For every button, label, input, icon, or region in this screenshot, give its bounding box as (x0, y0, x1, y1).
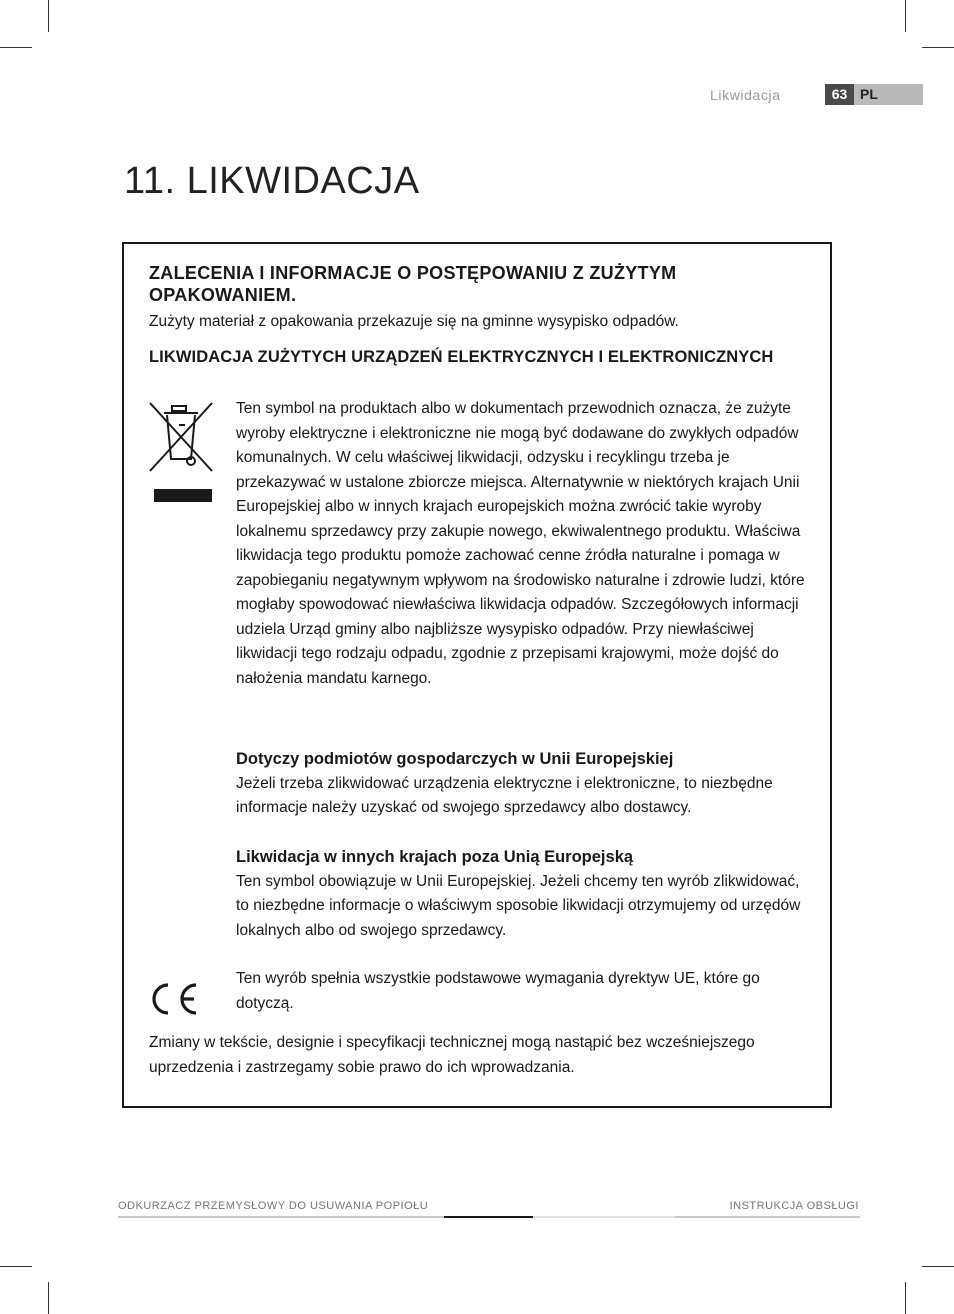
crop-mark (922, 47, 954, 48)
page-badge (825, 84, 923, 105)
weee-text: Ten symbol na produktach albo w dokumentach przewodnich oznacza, że zużyte wyroby elektryczne i elektroniczne nie mogą być dodawane do zwykłych odpadów komunalnych. W celu właściwej likwidacji, odzysku i recyklingu trzeba je przekazywać w ustalone zbiorcze miejsca. Alternatywnie w niektórych krajach Unii Europejskiej albo w innych krajach europejskich można zwrócić takie wyroby lokalnemu sprzedawcy przy zakupie nowego, ekwiwalentnego produktu. Właściwa likwidacja tego produktu pomoże zachować cenne źródła naturalne i pomaga w zapobieganiu negatywnym wpływom na środowisko naturalne i zdrowie ludzi, które mogłaby spowodować niewłaściwa likwidacja odpadów. Szczegółowych informacji udziela Urząd gminy albo najbliższe wysypisko odpadów. Przy niewłaściwej likwidacji tego rodzaju odpadu, zgodnie z przepisami krajowymi, może dojść do nałożenia mandatu karnego. (236, 400, 805, 687)
crop-mark (922, 1266, 954, 1267)
footer-doc-type: INSTRUKCJA OBSŁUGI (729, 1200, 859, 1212)
weee-heading: LIKWIDACJA ZUŻYTYCH URZĄDZEŃ ELEKTRYCZNYCH I ELEKTRONICZNYCH (149, 348, 774, 366)
ce-text: Ten wyrób spełnia wszystkie podstawowe wymagania dyrektyw UE, które go dotyczą. (236, 970, 760, 1012)
footer-rule-mid (675, 1216, 860, 1218)
business-heading: Dotyczy podmiotów gospodarczych w Unii Europejskiej (236, 750, 674, 768)
outside-eu-text: Ten symbol obowiązuje w Unii Europejskiej. Jeżeli chcemy ten wyrób zlikwidować, to niezbędne informacje o właściwym sposobie likwidacji otrzymujemy od urzędów lokalnych albo od swojego sprzedawcy. (236, 872, 801, 939)
crop-mark (905, 0, 906, 32)
weee-date-bar (154, 489, 212, 502)
footer-product-name: ODKURZACZ PRZEMYSŁOWY DO USUWANIA POPIOŁU (118, 1200, 429, 1212)
language-code: PL (854, 84, 923, 105)
crop-mark (48, 1282, 49, 1314)
crop-mark (0, 47, 32, 48)
page-title: 11. LIKWIDACJA (124, 160, 420, 202)
business-text: Jeżeli trzeba zlikwidować urządzenia elektryczne i elektroniczne, to niezbędne informacje należy uzyskać od swojego sprzedawcy albo dostawcy. (236, 774, 773, 816)
footer-rule-light (118, 1216, 444, 1218)
disposal-info-box (122, 242, 832, 1108)
crop-mark (48, 0, 49, 32)
packaging-heading: ZALECENIA I INFORMACJE O POSTĘPOWANIU Z ZUŻYTYM OPAKOWANIEM. (149, 263, 677, 305)
outside-eu-heading: Likwidacja w innych krajach poza Unią Europejską (236, 848, 634, 866)
disclaimer-text: Zmiany w tekście, designie i specyfikacji technicznej mogą nastąpić bez wcześniejszego uprzedzenia i zastrzegamy sobie prawo do ich wprowadzania. (149, 1034, 755, 1076)
crossed-out-wheelie-bin-icon (148, 401, 214, 473)
footer-rule-dark (444, 1216, 533, 1218)
packaging-text: Zużyty materiał z opakowania przekazuje się na gminne wysypisko odpadów. (149, 313, 679, 330)
outside-eu-section (236, 845, 811, 943)
footer-rule-light (533, 1216, 675, 1218)
business-section (236, 747, 811, 821)
ce-mark-icon (148, 982, 200, 1016)
crop-mark (905, 1282, 906, 1314)
crop-mark (0, 1266, 32, 1267)
page-number: 63 (825, 84, 854, 105)
running-head: Likwidacja (710, 87, 781, 103)
